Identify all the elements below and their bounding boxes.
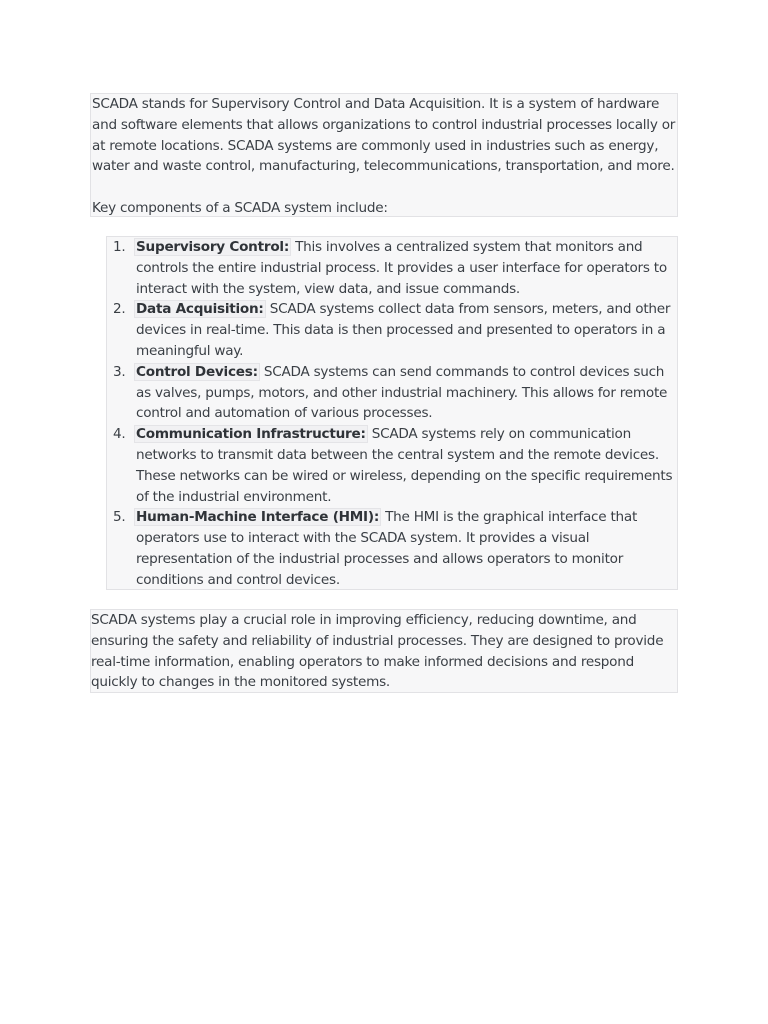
list-item-text: SCADA systems rely on communication networks to transmit data between the central system and the remote devices. These networks can be wired or wireless, depending on the specific requirements of the industrial environment. [136,426,673,505]
closing-block [90,609,678,693]
list-item-number: 1. [113,239,126,255]
list-item-term: Communication Infrastructure: [136,426,366,443]
list-item [107,299,677,361]
components-list-block [106,236,678,590]
intro-paragraph: SCADA stands for Supervisory Control and Data Acquisition. It is a system of hardware and software elements that allows organizations to control industrial processes locally or at remote locations. SCADA systems are commonly used in industries such as energy, water and waste control, manufacturing, telecommunications, transportation, and more. [92,96,676,175]
list-item-term: Supervisory Control: [136,239,290,255]
list-item-number: 5. [113,509,126,526]
components-list [107,237,677,591]
intro-block [90,93,678,217]
list-item-term: Control Devices: [136,363,258,380]
list-item-text: SCADA systems collect data from sensors, meters, and other devices in real-time. This data is then processed and presented to operators in a meaningful way. [136,301,671,359]
list-item-number: 4. [113,426,126,443]
list-item [107,424,677,507]
list-item-number: 2. [113,301,126,318]
list-item [107,237,677,299]
list-item-text: This involves a centralized system that monitors and controls the entire industrial process. It provides a user interface for operators to interact with the system, view data, and issue commands. [136,239,667,297]
list-item-number: 3. [113,363,126,380]
components-lead-in: Key components of a SCADA system include: [92,199,388,216]
list-item [107,362,677,424]
list-item [107,507,677,590]
closing-paragraph: SCADA systems play a crucial role in improving efficiency, reducing downtime, and ensuring the safety and reliability of industrial processes. They are designed to provide real-time information, enabling operators to make informed decisions and respond quickly to changes in the monitored systems. [91,612,664,691]
list-item-term: Data Acquisition: [136,301,264,318]
list-item-text: The HMI is the graphical interface that operators use to interact with the SCADA system. It provides a visual representation of the industrial processes and allows operators to monitor conditions and control devices. [136,509,638,588]
list-item-term: Human-Machine Interface (HMI): [136,509,380,526]
list-item-text: SCADA systems can send commands to control devices such as valves, pumps, motors, and other industrial machinery. This allows for remote control and automation of various processes. [136,363,668,422]
